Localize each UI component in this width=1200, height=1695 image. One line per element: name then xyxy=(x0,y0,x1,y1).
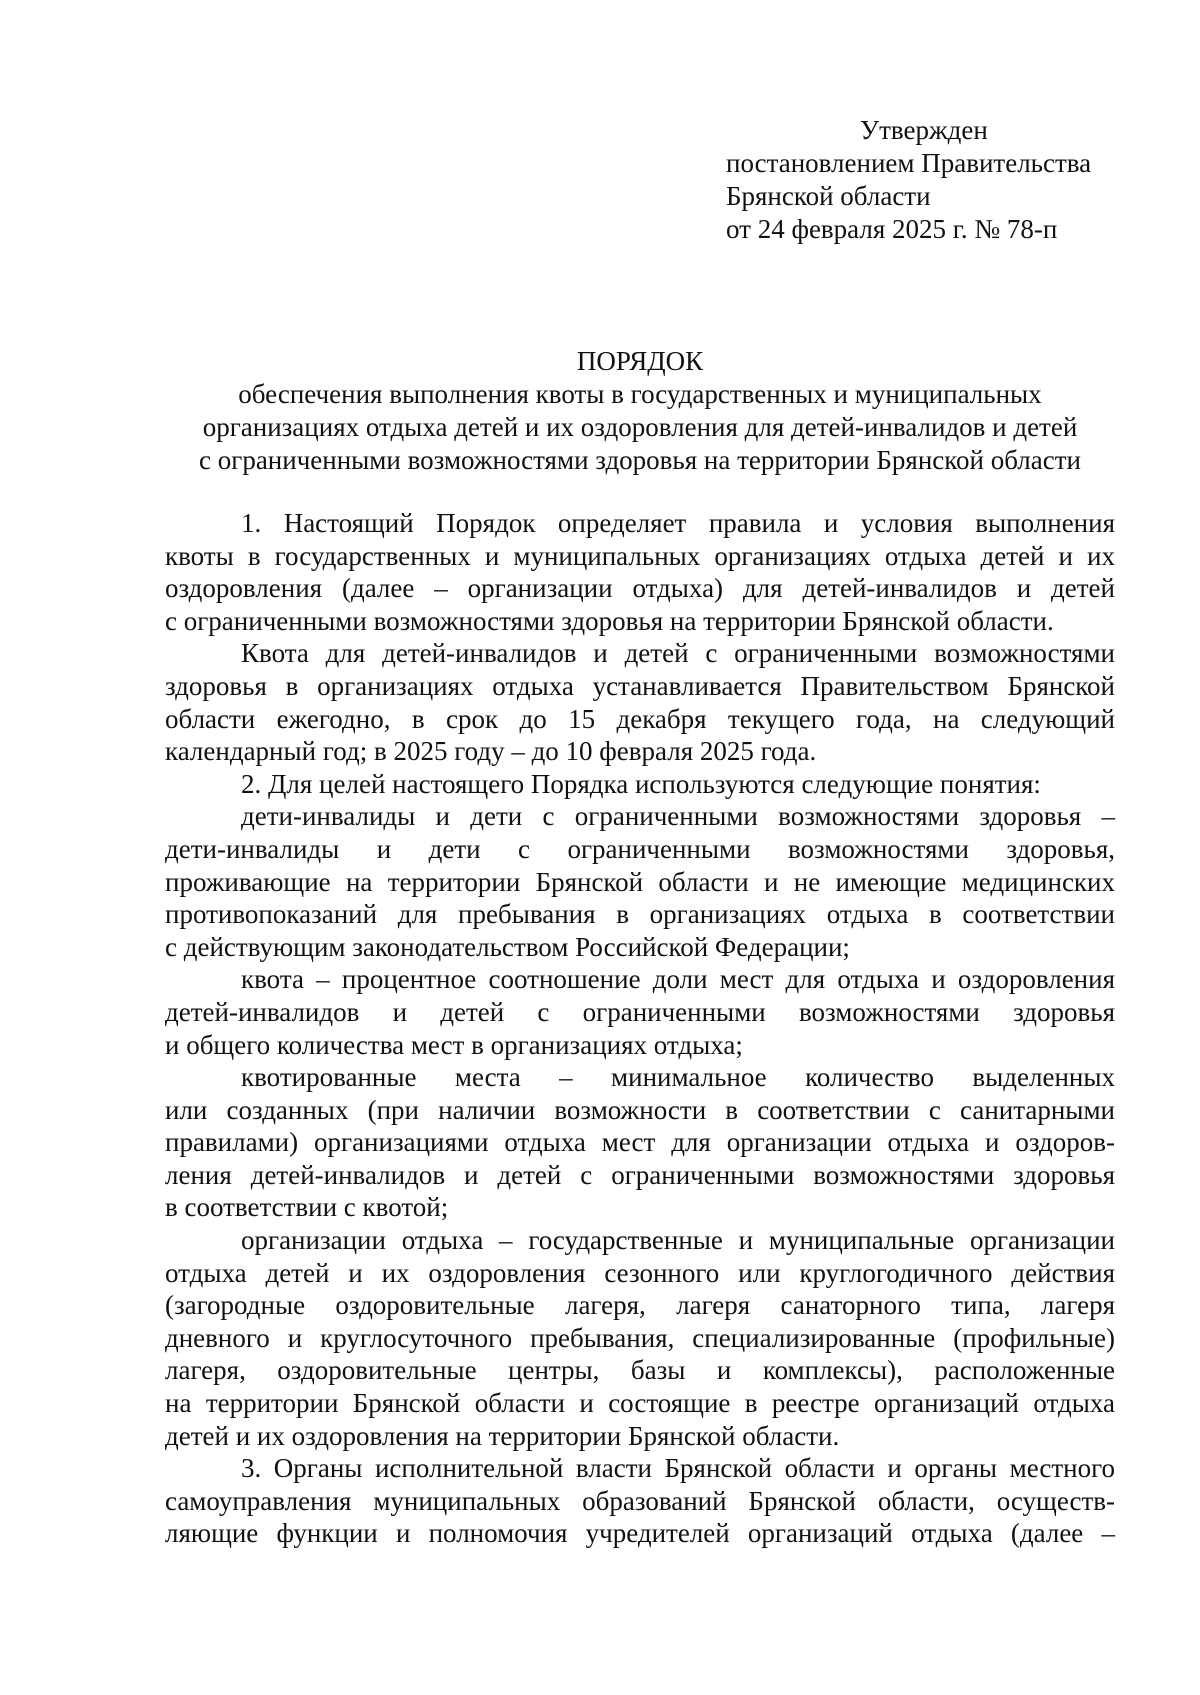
approval-line-date-number: от 24 февраля 2025 г. № 78-п xyxy=(726,214,1058,244)
body-line: детей и их оздоровления на территории Брянской области. xyxy=(165,1420,840,1451)
body-line: 1. Настоящий Порядок определяет правила и условия выполнения xyxy=(241,508,1115,538)
body-line: отдыха детей и их оздоровления сезонного или круглогодичного действия xyxy=(165,1257,1115,1288)
document-title xyxy=(165,345,1115,477)
body-line: детей-инвалидов и детей с ограниченными возможностями здоровья xyxy=(165,996,1115,1027)
body-line: квотированные места – минимальное количество выделенных xyxy=(241,1062,1115,1093)
body-line: дневного и круглосуточного пребывания, специализированные (профильные) xyxy=(165,1322,1115,1353)
body-line: квота – процентное соотношение доли мест для отдыха и оздоровления xyxy=(241,964,1115,995)
body-line: правилами) организациями отдыха мест для организации отдыха и оздоров- xyxy=(165,1127,1115,1158)
body-line: и общего количества мест в организациях отдыха; xyxy=(165,1029,743,1060)
title-heading: ПОРЯДОК xyxy=(576,346,704,376)
body-line: лагеря, оздоровительные центры, базы и комплексы), расположенные xyxy=(165,1355,1115,1386)
body-line: ляющие функции и полномочия учредителей организаций отдыха (далее – xyxy=(165,1518,1115,1549)
body-line: области ежегодно, в срок до 15 декабря текущего года, на следующий xyxy=(165,703,1115,734)
approval-line-approved: Утвержден xyxy=(860,115,988,145)
body-line: самоуправления муниципальных образований Брянской области, осуществ- xyxy=(165,1485,1115,1516)
body-line: проживающие на территории Брянской области и не имеющие медицинских xyxy=(165,866,1115,897)
body-line: с действующим законодательством Российской Федерации; xyxy=(165,931,850,962)
body-line: с ограниченными возможностями здоровья на территории Брянской области. xyxy=(165,605,1054,636)
approval-line-region: Брянской области xyxy=(726,181,931,211)
body-line: Квота для детей-инвалидов и детей с ограниченными возможностями xyxy=(241,638,1115,669)
body-line: противопоказаний для пребывания в организациях отдыха в соответствии xyxy=(165,899,1115,930)
body-line: ления детей-инвалидов и детей с ограниченными возможностями здоровья xyxy=(165,1159,1115,1190)
body-line: на территории Брянской области и состоящие в реестре организаций отдыха xyxy=(165,1388,1115,1419)
body-line: в соответствии с квотой; xyxy=(165,1192,449,1223)
body-line: 3. Органы исполнительной власти Брянской области и органы местного xyxy=(241,1453,1115,1484)
approval-line-resolution: постановлением Правительства xyxy=(726,148,1092,178)
title-subtitle-line: организациях отдыха детей и их оздоровления для детей-инвалидов и детей xyxy=(202,412,1078,442)
body-line: дети-инвалиды и дети с ограниченными возможностями здоровья – xyxy=(241,801,1115,832)
body-line: организации отдыха – государственные и муниципальные организации xyxy=(241,1225,1115,1256)
body-line: здоровья в организациях отдыха устанавливается Правительством Брянской xyxy=(165,670,1115,701)
body-line: квоты в государственных и муниципальных организациях отдыха детей и их xyxy=(165,540,1115,571)
body-line: 2. Для целей настоящего Порядка используются следующие понятия: xyxy=(241,768,1041,799)
title-subtitle-line: обеспечения выполнения квоты в государственных и муниципальных xyxy=(238,379,1042,409)
body-line: оздоровления (далее – организации отдыха) для детей-инвалидов и детей xyxy=(165,573,1115,604)
document-body xyxy=(165,507,1115,1550)
approval-stamp xyxy=(726,114,1146,246)
title-subtitle-line: с ограниченными возможностями здоровья на территории Брянской области xyxy=(199,445,1081,475)
body-line: (загородные оздоровительные лагеря, лагеря санаторного типа, лагеря xyxy=(165,1290,1115,1321)
body-line: или созданных (при наличии возможности в соответствии с санитарными xyxy=(165,1094,1115,1125)
body-line: дети-инвалиды и дети с ограниченными возможностями здоровья, xyxy=(165,833,1115,864)
body-line: календарный год; в 2025 году – до 10 февраля 2025 года. xyxy=(165,736,817,767)
